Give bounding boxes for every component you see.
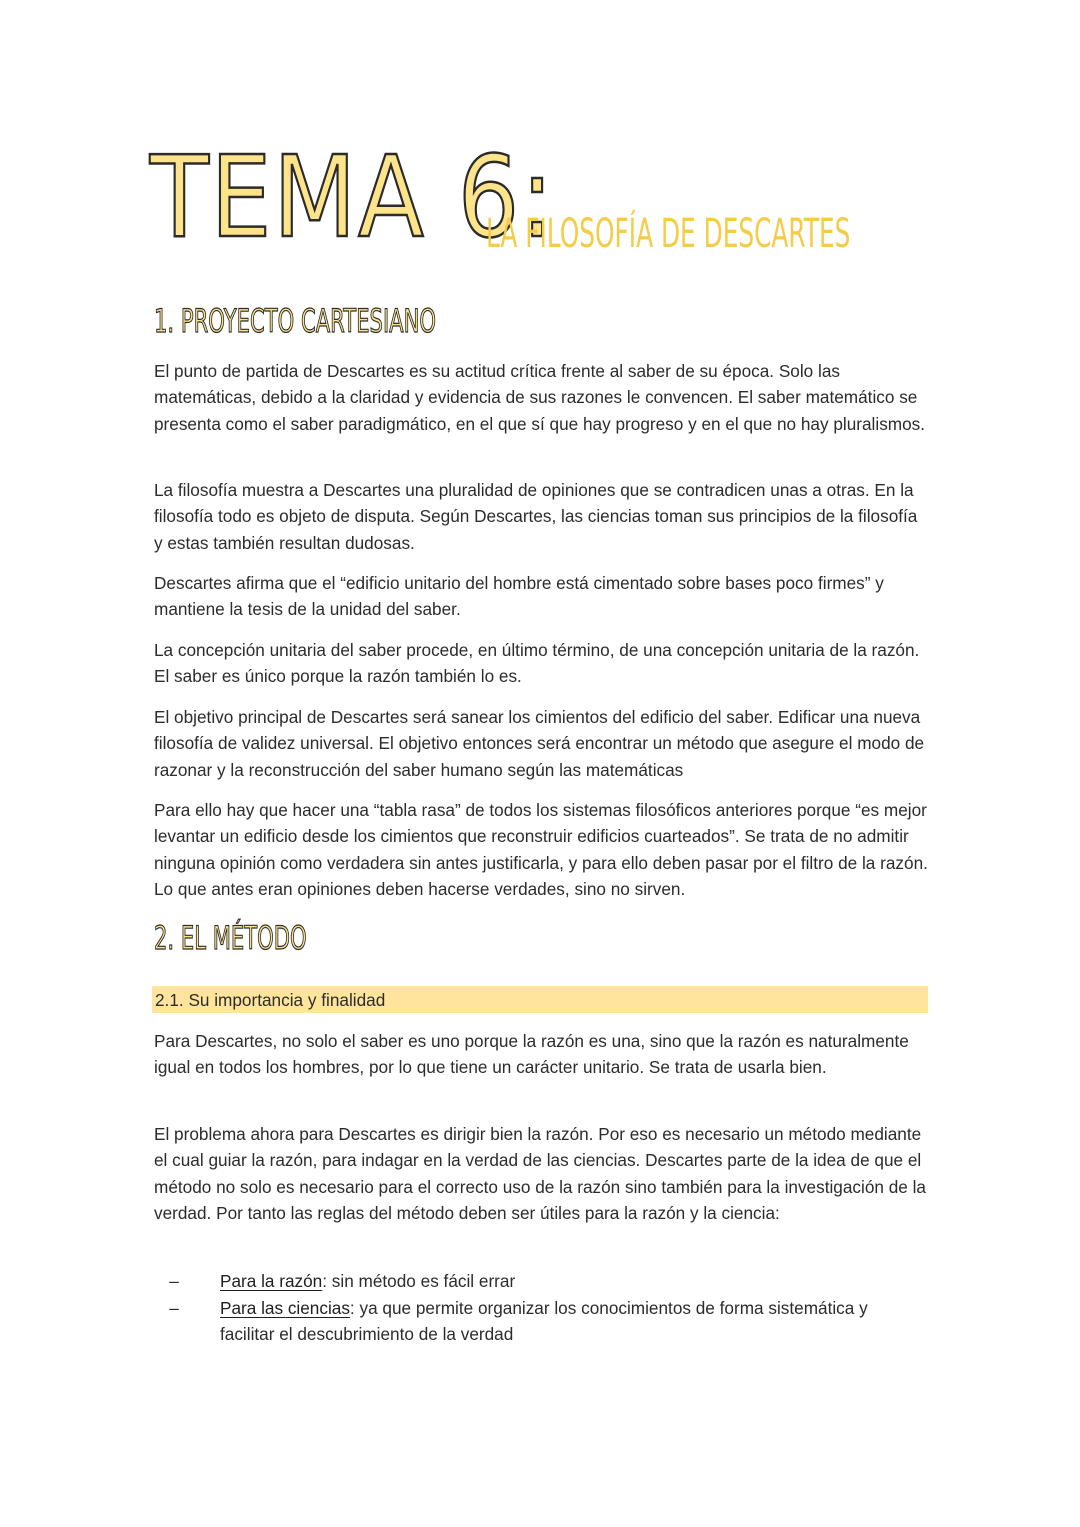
paragraph: Para Descartes, no solo el saber es uno porque la razón es una, sino que la razón es naturalmente igual en todos los hombres, por lo que tiene un carácter unitario. Se trata de usarla bien. bbox=[154, 1031, 909, 1078]
paragraph: El objetivo principal de Descartes será sanear los cimientos del edificio del saber. Edificar una nueva filosofía de validez universal. El objetivo entonces será encontrar un método que asegure el modo de razonar y la reconstrucción del saber humano según las matemáticas bbox=[154, 707, 925, 780]
title-subtitle: LA FILOSOFÍA DE DESCARTES bbox=[486, 211, 851, 257]
list-item-text bbox=[220, 1295, 920, 1348]
dash-icon: – bbox=[169, 1271, 179, 1291]
list-item-term: Para las ciencias bbox=[220, 1298, 350, 1318]
paragraph: Para ello hay que hacer una “tabla rasa” de todos los sistemas filosóficos anteriores porque “es mejor levantar un edificio desde los cimientos que reconstruir edificios cuarteados”. Se trata de no admitir ninguna opinión como verdadera sin antes justificarla, y para ello deben pasar por el filtro de la razón. Lo que antes eran opiniones deben hacerse verdades, sino no sirven. bbox=[154, 800, 928, 899]
paragraph: Descartes afirma que el “edificio unitario del hombre está cimentado sobre bases poco firmes” y mantiene la tesis de la unidad del saber. bbox=[154, 573, 884, 620]
title-main: TEMA 6: bbox=[150, 133, 556, 263]
paragraph: La concepción unitaria del saber procede, en último término, de una concepción unitaria de la razón. El saber es único porque la razón también lo es. bbox=[154, 640, 920, 687]
subheading: 2.1. Su importancia y finalidad bbox=[155, 990, 386, 1010]
paragraph: El punto de partida de Descartes es su actitud crítica frente al saber de su época. Solo las matemáticas, debido a la claridad y evidencia de sus razones le convencen. El saber matemático se presenta como el saber paradigmático, en el que sí que hay progreso y en el que no hay pluralismos. bbox=[154, 361, 926, 434]
dash-icon: – bbox=[169, 1298, 179, 1318]
list-item-body: : ya que permite organizar los conocimientos de forma sistemática y facilitar el descubrimiento de la verdad bbox=[220, 1298, 868, 1345]
list-item-term: Para la razón bbox=[220, 1271, 323, 1291]
paragraph: El problema ahora para Descartes es dirigir bien la razón. Por eso es necesario un método mediante el cual guiar la razón, para indagar en la verdad de las ciencias. Descartes parte de la idea de que el método no solo es necesario para el correcto uso de la razón sino también para la investigación de la verdad. Por tanto las reglas del método deben ser útiles para la razón y la ciencia: bbox=[154, 1124, 926, 1223]
list-item-text bbox=[220, 1268, 920, 1294]
section-heading-proyecto: 1. PROYECTO CARTESIANO bbox=[154, 302, 437, 340]
document-title bbox=[150, 133, 851, 263]
section-heading-metodo: 2. EL MÉTODO bbox=[154, 919, 307, 957]
paragraph: La filosofía muestra a Descartes una pluralidad de opiniones que se contradicen unas a otras. En la filosofía todo es objeto de disputa. Según Descartes, las ciencias toman sus principios de la filosofía y estas también resultan dudosas. bbox=[154, 480, 918, 553]
list-item-body: : sin método es fácil errar bbox=[322, 1271, 516, 1291]
